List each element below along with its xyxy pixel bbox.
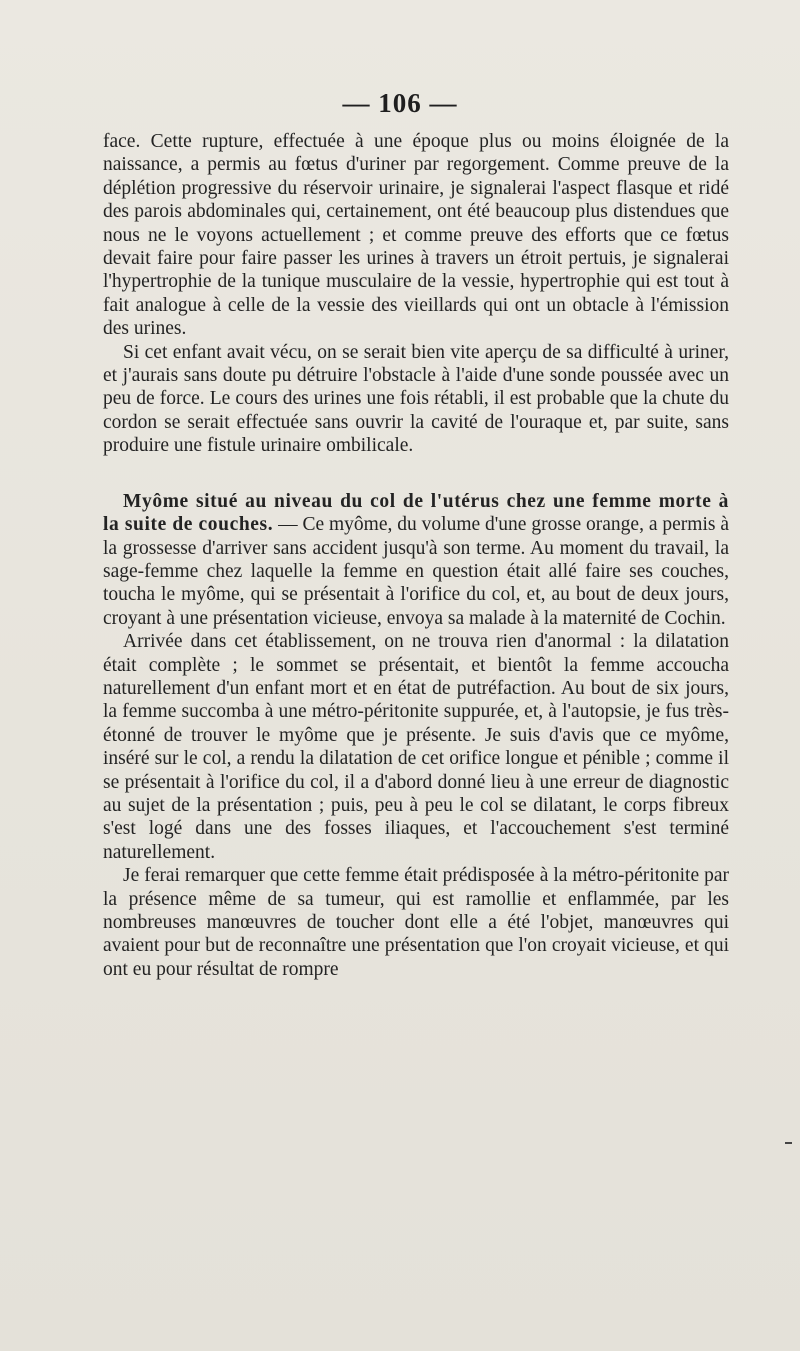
page-number: — 106 — [342, 88, 458, 118]
paragraph-continuation: face. Cette rupture, effectuée à une époque plus ou moins éloignée de la naissance, a permis au fœtus d'uriner par regorgement. Comme preuve de la déplétion progressive du réservoir urinaire, je signalerai l'aspect flasque et ridé des parois abdominales qui, certainement, ont été beaucoup plus distendues que nous ne le voyons actuellement ; et comme preuve des efforts que ce fœtus devait faire pour faire passer les urines à travers un étroit pertuis, je signalerai l'hypertrophie de la tunique musculaire de la vessie, hypertrophie qui est tout à fait analogue à celle de la vessie des vieillards qui ont un obtacle à l'émission des urines. [103, 131, 729, 340]
body-text [103, 130, 729, 981]
paragraph-myome-case [103, 490, 729, 630]
paragraph-infant-obstacle: Si cet enfant avait vécu, on se serait bien vite aperçu de sa difficulté à uriner, et j'aurais sans doute pu détruire l'obstacle à l'aide d'une sonde poussée avec un peu de force. Le cours des urines une fois rétabli, il est probable que la chute du cordon se serait effectuée sans ouvrir la cavité de l'ouraque et, par suite, sans produire une fistule urinaire ombilicale. [103, 341, 729, 457]
section-title: Myôme situé au niveau du col de l'utérus chez une femme morte à la suite de couches. [103, 490, 729, 536]
paragraph-predisposition: Je ferai remarquer que cette femme était prédisposée à la métro-péritonite par la présence même de sa tumeur, qui est ramollie et enflammée, par les nombreuses manœuvres de toucher dont elle a été l'objet, manœuvres qui avaient pour but de reconnaître une présentation que l'on croyait vicieuse, et qui ont eu pour résultat de rompre [103, 865, 729, 980]
paragraph-arrival: Arrivée dans cet établissement, on ne trouva rien d'anormal : la dilatation était complète ; le sommet se présentait, et bientôt la femme accoucha naturellement d'un enfant mort et en état de putréfaction. Au bout de six jours, la femme succomba à une métro-péritonite suppurée, et, à l'autopsie, je fus très-étonné de trouver le myôme que je présente. Je suis d'avis que ce myôme, inséré sur le col, a rendu la dilatation de cet orifice longue et pénible ; comme il se présentait à l'orifice du col, il a d'abord donné lieu à une erreur de diagnostic au sujet de la présentation ; puis, peu à peu le col se dilatant, le corps fibreux s'est logé dans une des fosses iliaques, et l'accouchement s'est terminé naturellement. [103, 631, 729, 863]
margin-mark [785, 1142, 792, 1144]
section-body: — Ce myôme, du volume d'une grosse orange, a permis à la grossesse d'arriver sans accident jusqu'à son terme. Au moment du travail, la sage-femme chez laquelle la femme en question était allé faire ses couches, toucha le myôme, qui se présentait à l'orifice du col, et, au bout de deux jours, croyant à une présentation vicieuse, envoya sa malade à la maternité de Cochin. [103, 514, 729, 629]
